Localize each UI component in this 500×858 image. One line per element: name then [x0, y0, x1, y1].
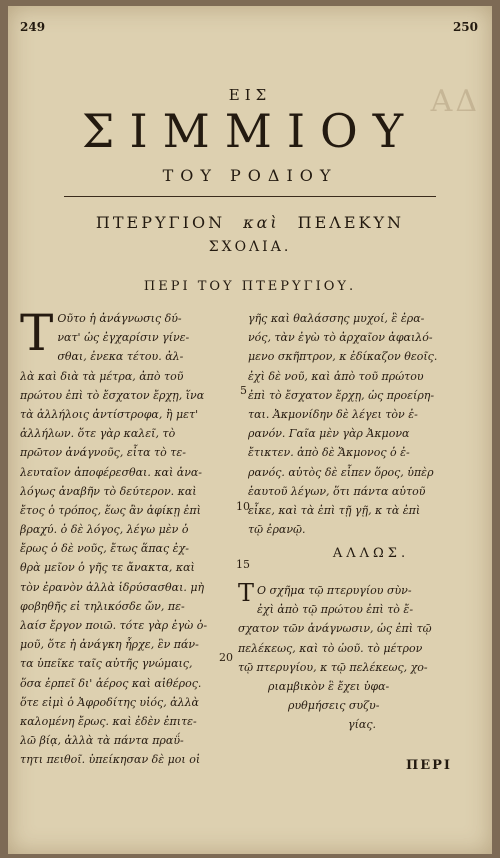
text-line: ἐπὶ τὸ ἔσχατον ἔρχῃ, ὡς προείρη- [248, 388, 435, 402]
text-line: νός, τὰν ἐγὼ τὸ ἀρχαῖον ἀφαιλό- [248, 331, 433, 345]
line-number-5: 5 [240, 384, 247, 397]
text-line: εἶκε, καὶ τὰ ἐπὶ τῇ γῇ, κ τὰ ἐπὶ [248, 503, 421, 517]
title-rule [64, 196, 436, 197]
text-line: Ο σχῆμα τῷ πτερυγίου σὺν- [257, 584, 412, 597]
text-line: ἔρως ὁ δὲ νοῦς, ἔτως ἅπας ἐχ- [20, 542, 189, 556]
allos-heading: ΑΛΛΩΣ. [332, 546, 410, 561]
text-line: ἀλλήλων. ὅτε γὰρ καλεῖ, τὸ [20, 427, 176, 441]
text-line: λευταῖον ἀποφέρεσθαι. καὶ ἀνα- [20, 465, 203, 479]
text-line: ρυθμήσεις συζυ- [288, 699, 380, 713]
book-page [8, 6, 492, 854]
text-line: λαίσ ἔργον ποιῶ. τότε γὰρ ἐγὼ ὁ- [20, 619, 208, 632]
right-text-column [248, 309, 478, 539]
text-line: Οῦτο ἡ ἀνάγνωσις δύ- [57, 312, 182, 325]
text-line: τὸν ἐρανὸν ἀλλὰ ἱδρύσασθαι. μὴ [20, 580, 205, 594]
text-line: λῶ βίᾳ, ἀλλὰ τὰ πάντα πραΰ- [20, 734, 184, 748]
drop-cap-left: Τ [20, 304, 54, 362]
text-line: ἔτικτεν. ἀπὸ δὲ Ἄκμονος ὁ ἐ- [248, 446, 410, 460]
text-line: θρὰ μεῖον ὁ γῆς τε ἄνακτα, καὶ [20, 561, 195, 575]
text-line: τὰ ἀλλήλοις ἀντίστροφα, ἢ μετ' [20, 407, 199, 421]
text-line: τα ὑπεῖκε ταῖς αὐτῆς γνώμαις, [20, 657, 193, 671]
heading-scholia: ΣΧΟΛΙΑ. [208, 239, 292, 255]
text-line: τῷ πτερυγίου, κ τῷ πελέκεως, χο- [238, 660, 428, 674]
text-line: γῆς καὶ θαλάσσης μυχοί, ἓ ἐρα- [248, 312, 425, 325]
heading-pterygion: ΠΤΕΡΥΓΙΟΝ [95, 213, 226, 232]
text-line: ἔτος ὁ τρόπος, ἕως ἂν ἀφίκῃ ἐπὶ [20, 503, 201, 517]
text-line: πρῶτον ἀνάγνοῦς, εἶτα τὸ τε- [20, 446, 186, 460]
text-line: βραχύ. ὁ δὲ λόγος, λέγω μὲν ὁ [20, 523, 189, 537]
catchword: ΠΕΡΙ [405, 758, 452, 773]
text-line: λόγως ἀναβῆν τὸ δεύτερον. καὶ [20, 484, 197, 498]
text-line: τῷ ἐρανῷ. [248, 523, 306, 537]
left-text-column [20, 304, 230, 770]
text-line: ται. Ἀκμονίδην δὲ λέγει τὸν ἐ- [248, 407, 418, 421]
text-line: πελέκεως, καὶ τὸ ὠοῦ. τὸ μέτρον [238, 641, 423, 655]
text-line: σθαι, ἐνεκα τέτου. ἀλ- [57, 350, 184, 364]
text-line: ὅτε εἰμὶ ὁ Ἀφροδίτης υἱός, ἀλλὰ [20, 695, 199, 709]
title-rhodiou: ΤΟΥ ΡΟΔΙΟΥ [162, 166, 338, 185]
text-line: λὰ καὶ διὰ τὰ μέτρα, ἀπὸ τοῦ [20, 369, 184, 383]
title-eis: ΕΙΣ [228, 86, 272, 104]
allos-text [238, 581, 478, 735]
text-line: ἐχὶ ἀπὸ τῷ πρώτου ἐπὶ τὸ ἔ- [257, 603, 414, 617]
text-line: γίας. [348, 718, 376, 732]
text-line: τητι πειθοῖ. ὑπείκησαν δὲ μοι οἱ [20, 753, 201, 767]
text-line: ἑαυτοῦ λέγων, ὅτι πάντα αὐτοῦ [248, 484, 426, 498]
text-line: ρανόν. Γαῖα μὲν γὰρ Ἀκμονα [248, 427, 410, 441]
line-number-20: 20 [219, 651, 233, 664]
line-number-15: 15 [236, 558, 250, 571]
left-page-number: 249 [20, 20, 46, 34]
text-line: καλομένη ἔρως. καὶ ἐδὲν ἐπιτε- [20, 714, 197, 728]
text-line: πρώτου ἐπὶ τὸ ἔσχατον ἔρχῃ, ἵνα [20, 388, 205, 402]
bleed-through-text: ΑΔ [430, 84, 480, 119]
text-line: νατ' ὡς ἐγχαρίσιν γίνε- [57, 331, 190, 345]
title-simmiou: ΣΙΜΜΙΟΥ [81, 104, 419, 158]
text-line: μοῦ, ὅτε ἡ ἀνάγκη ἦρχε, ἓν πάν- [20, 638, 199, 652]
heading-pelekun: ΠΕΛΕΚΥΝ [297, 213, 405, 232]
text-line: σχατον τῶν ἀνάγνωσιν, ὡς ἐπὶ τῷ [238, 622, 432, 636]
text-line: ριαμβικὸν ἓ ἔχει ὑφα- [268, 679, 390, 693]
text-line: ὅσα ἐρπεῖ δι' ἀέρος καὶ αἰθέρος. [20, 676, 202, 690]
text-line: ἐχὶ δὲ νοῦ, καὶ ἀπὸ τοῦ πρώτου [248, 369, 424, 383]
text-line: μενο σκῆπτρον, κ ἐδίκαζον θεοῖς. [248, 350, 438, 364]
right-page-number: 250 [452, 20, 478, 34]
text-line: φοβηθῆς εἰ τηλικόσδε ὤν, πε- [20, 599, 185, 613]
heading-pterygion-pelekun [8, 213, 492, 232]
section-title: ΠΕΡΙ ΤΟΥ ΠΤΕΡΥΓΙΟΥ. [143, 279, 357, 294]
heading-kai: καὶ [243, 213, 280, 232]
text-line: ρανός. αὐτὸς δὲ εἶπεν ὅρος, ὑπὲρ [248, 465, 434, 479]
line-number-10: 10 [236, 500, 250, 513]
drop-cap-allos: Τ [238, 579, 255, 607]
